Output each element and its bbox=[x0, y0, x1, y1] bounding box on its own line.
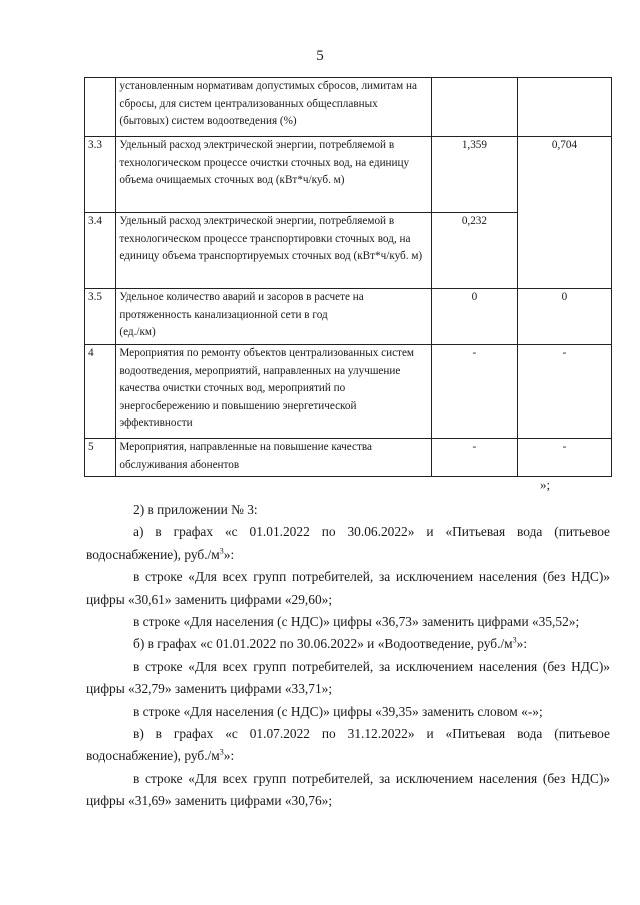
amendment-text bbox=[86, 499, 610, 813]
superscript: 3 bbox=[219, 546, 224, 556]
paragraph-text: »: bbox=[516, 636, 528, 652]
row-value-1: - bbox=[431, 439, 517, 477]
table-row bbox=[85, 345, 612, 439]
row-value-2: 0 bbox=[517, 289, 611, 345]
paragraph-text: в) в графах «с 01.07.2022 по 31.12.2022» и «Питьевая вода (питьевое водоснабжение), руб./м bbox=[86, 726, 610, 764]
row-value-1: 0 bbox=[431, 289, 517, 345]
paragraph: в строке «Для всех групп потребителей, за исключением населения (без НДС)» цифры «30,61» заменить цифрами «29,60»; bbox=[86, 569, 610, 607]
paragraph-text: »: bbox=[223, 748, 235, 764]
table-row bbox=[85, 78, 612, 137]
table-row bbox=[85, 439, 612, 477]
table-row bbox=[85, 137, 612, 213]
indicators-table bbox=[84, 77, 612, 477]
paragraph: в строке «Для населения (с НДС)» цифры «39,35» заменить словом «-»; bbox=[133, 703, 543, 719]
row-number bbox=[85, 78, 116, 137]
paragraph bbox=[86, 521, 610, 566]
row-number: 3.5 bbox=[85, 289, 116, 345]
superscript: 3 bbox=[219, 748, 224, 757]
row-description: установленным нормативам допустимых сбросов, лимитам на сбросы, для систем централизованных общесплавных (бытовых) систем водоотведения (%) bbox=[116, 78, 432, 137]
table-row bbox=[85, 289, 612, 345]
paragraph: 2) в приложении № 3: bbox=[133, 502, 258, 517]
row-value-1: 0,232 bbox=[431, 213, 517, 289]
superscript: 3 bbox=[512, 635, 517, 645]
row-value-2: - bbox=[517, 345, 611, 439]
paragraph: в строке «Для населения (с НДС)» цифры «36,73» заменить цифрами «35,52»; bbox=[133, 614, 580, 630]
row-number: 4 bbox=[85, 345, 116, 439]
row-value-1: - bbox=[431, 345, 517, 439]
table-closing-quote: »; bbox=[540, 477, 551, 492]
paragraph: в строке «Для всех групп потребителей, за исключением населения (без НДС)» цифры «32,79» заменить цифрами «33,71»; bbox=[86, 658, 610, 697]
row-description: Удельное количество аварий и засоров в расчете на протяженность канализационной сети в год (ед./км) bbox=[116, 289, 432, 345]
row-number: 3.3 bbox=[85, 137, 116, 213]
row-value-2: 0,704 bbox=[517, 137, 611, 289]
page-number: 5 bbox=[316, 48, 324, 64]
paragraph-text: »: bbox=[223, 546, 235, 562]
row-description: Удельный расход электрической энергии, потребляемой в технологическом процессе очистки сточных вод, на единицу объема очищаемых сточных вод (кВт*ч/куб. м) bbox=[116, 137, 432, 213]
paragraph bbox=[86, 633, 610, 655]
paragraph: в строке «Для всех групп потребителей, за исключением населения (без НДС)» цифры «31,69» заменить цифрами «30,76»; bbox=[86, 770, 610, 809]
row-description: Удельный расход электрической энергии, потребляемой в технологическом процессе транспортировки сточных вод, на единицу объема транспортируемых сточных вод (кВт*ч/куб. м) bbox=[116, 213, 432, 289]
row-number: 5 bbox=[85, 439, 116, 477]
paragraph-text: а) в графах «с 01.01.2022 по 30.06.2022» и «Питьевая вода (питьевое водоснабжение), руб./м bbox=[86, 524, 610, 562]
row-description: Мероприятия по ремонту объектов централизованных систем водоотведения, мероприятий, направленных на улучшение качества очистки сточных вод, мероприятий по энергосбережению и повышению энергетической эффективности bbox=[116, 345, 432, 439]
paragraph bbox=[86, 723, 610, 768]
row-value-2: - bbox=[517, 439, 611, 477]
row-value-1 bbox=[431, 78, 517, 137]
row-number: 3.4 bbox=[85, 213, 116, 289]
paragraph-text: б) в графах «с 01.01.2022 по 30.06.2022» и «Водоотведение, руб./м bbox=[133, 636, 513, 652]
row-value-2 bbox=[517, 78, 611, 137]
row-value-1: 1,359 bbox=[431, 137, 517, 213]
row-description: Мероприятия, направленные на повышение качества обслуживания абонентов bbox=[116, 439, 432, 477]
